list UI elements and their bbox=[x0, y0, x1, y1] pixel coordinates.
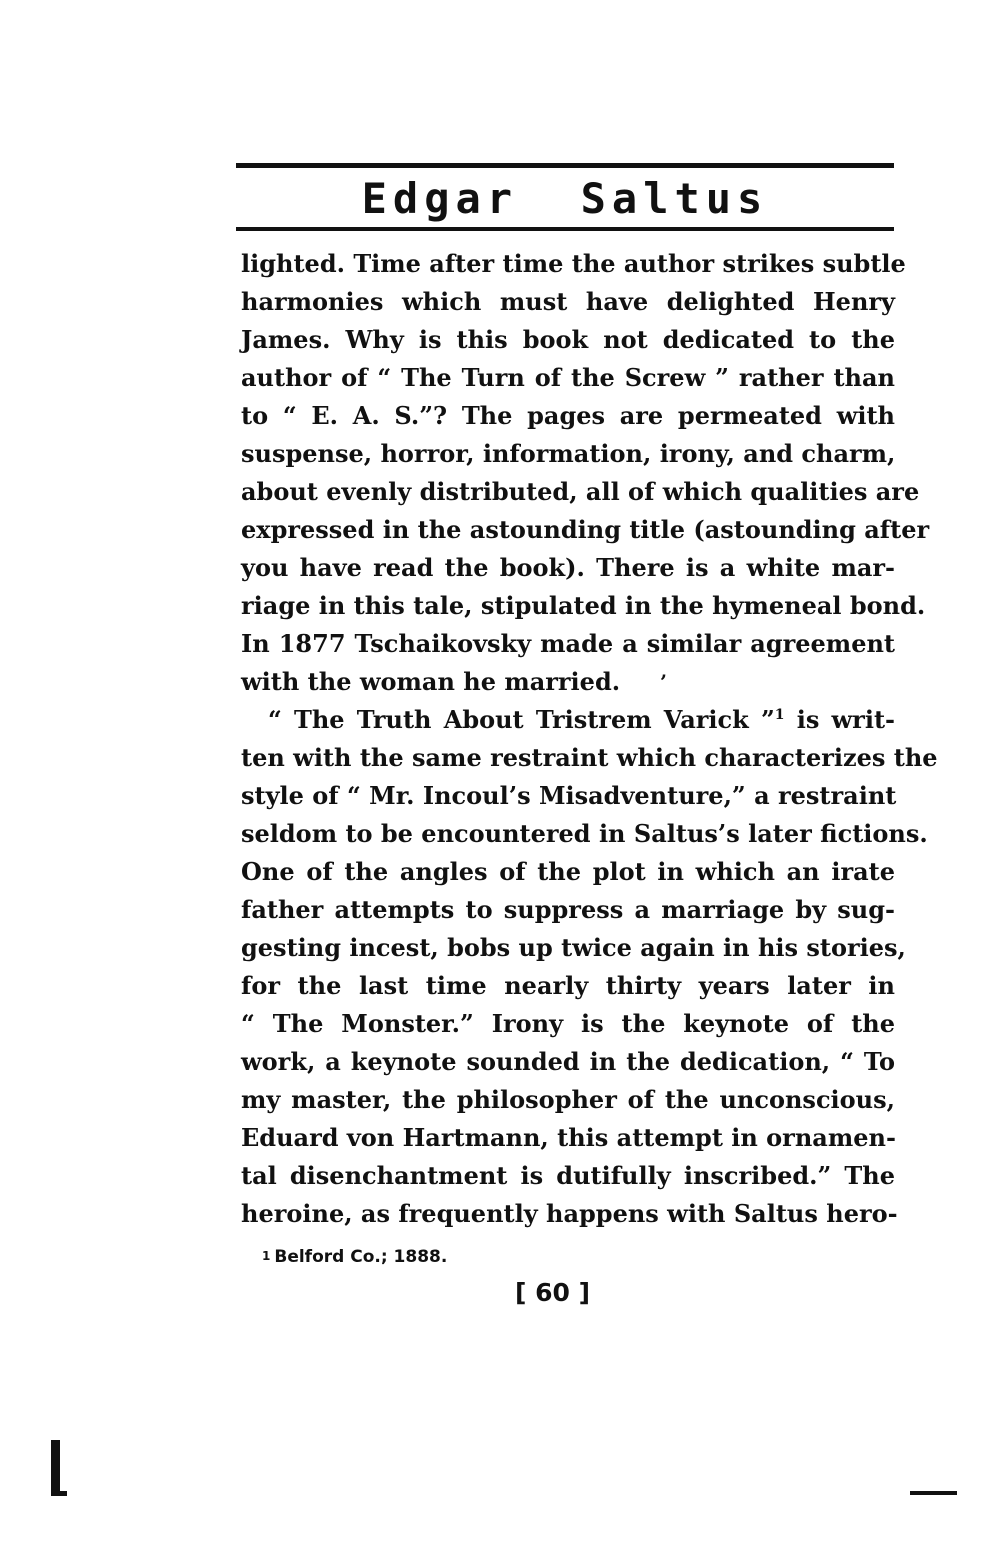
scan-edge-mark-left bbox=[51, 1440, 60, 1496]
text-line: ten with the same restraint which characterizes the bbox=[241, 743, 938, 772]
text-line: about evenly distributed, all of which qualities are bbox=[241, 477, 920, 506]
stray-mark: ’ bbox=[660, 670, 667, 694]
header-rule-top bbox=[236, 163, 894, 168]
footnote-reference: 1 bbox=[774, 707, 785, 723]
text-line: to “ E. A. S.”? The pages are permeated with bbox=[241, 401, 895, 430]
page-number: [ 60 ] bbox=[515, 1278, 591, 1307]
text-line: riage in this tale, stipulated in the hymeneal bond. bbox=[241, 591, 926, 620]
text-line: you have read the book). There is a white mar- bbox=[241, 553, 895, 582]
text-line: style of “ Mr. Incoul’s Misadventure,” a restraint bbox=[241, 781, 897, 810]
text-line: with the woman he married. bbox=[241, 667, 621, 696]
text-line: heroine, as frequently happens with Saltus hero- bbox=[241, 1199, 898, 1228]
text-line: lighted. Time after time the author strikes subtle bbox=[241, 249, 906, 278]
text-line: One of the angles of the plot in which an irate bbox=[241, 857, 895, 886]
text-line: tal disenchantment is dutifully inscribed.” The bbox=[241, 1161, 895, 1190]
text-line: harmonies which must have delighted Henry bbox=[241, 287, 895, 316]
text-line: In 1877 Tschaikovsky made a similar agreement bbox=[241, 629, 895, 658]
text-line: seldom to be encountered in Saltus’s later fictions. bbox=[241, 819, 928, 848]
text-line: expressed in the astounding title (astounding after bbox=[241, 515, 930, 544]
text-line: my master, the philosopher of the unconscious, bbox=[241, 1085, 895, 1114]
text-line: for the last time nearly thirty years later in bbox=[241, 971, 895, 1000]
running-header-title: Edgar Saltus bbox=[361, 174, 769, 223]
text-line: Eduard von Hartmann, this attempt in ornamen- bbox=[241, 1123, 896, 1152]
text-line: gesting incest, bobs up twice again in his stories, bbox=[241, 933, 906, 962]
header-rule-bottom bbox=[236, 227, 894, 231]
scan-edge-mark-right bbox=[910, 1491, 957, 1495]
text-line: father attempts to suppress a marriage by sug- bbox=[241, 895, 895, 924]
text-line: suspense, horror, information, irony, and charm, bbox=[241, 439, 896, 468]
footnote-mark: 1 bbox=[262, 1249, 271, 1263]
footnote-text: Belford Co.; 1888. bbox=[274, 1247, 448, 1267]
text-line-with-footnote-ref bbox=[268, 701, 895, 739]
text-fragment: is writ- bbox=[784, 705, 895, 734]
text-line: author of “ The Turn of the Screw ” rather than bbox=[241, 363, 895, 392]
text-line: work, a keynote sounded in the dedication, “ To bbox=[241, 1047, 895, 1076]
text-line: James. Why is this book not dedicated to the bbox=[241, 325, 895, 354]
text-line: “ The Monster.” Irony is the keynote of the bbox=[241, 1009, 895, 1038]
footnote bbox=[262, 1243, 447, 1270]
text-fragment: “ The Truth About Tristrem Varick ” bbox=[268, 705, 775, 734]
